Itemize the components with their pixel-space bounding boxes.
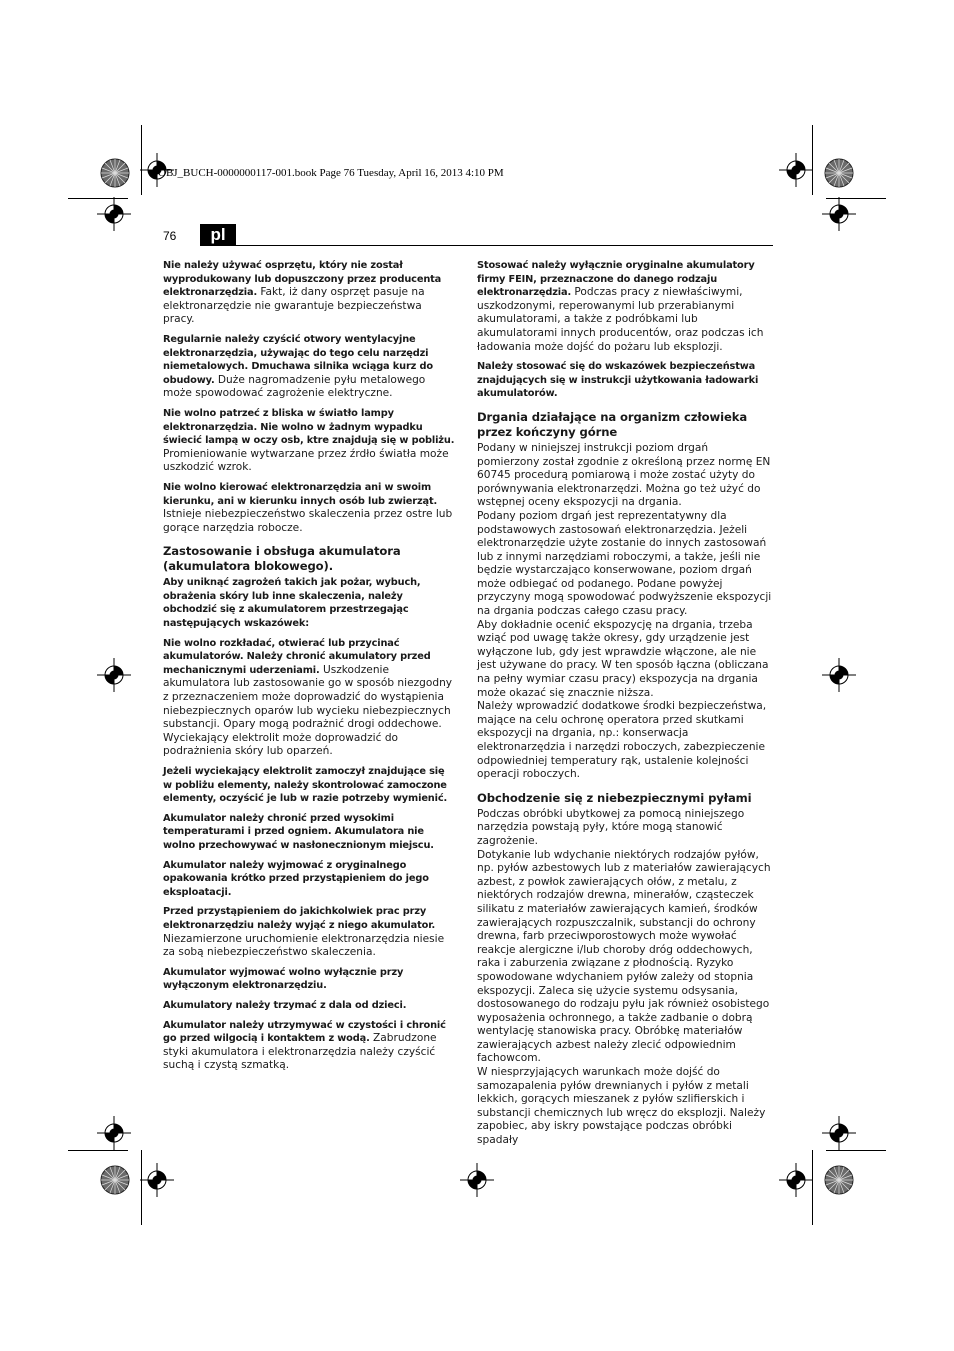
bold-instruction: Nie wolno patrzeć z bliska w światło lampy elektronarzędzia. Nie wolno w żadnym wypadku świecić lampą w oczy osb, ktre znajdują się w pobliżu. <box>163 407 455 447</box>
star-target-mark <box>825 159 853 187</box>
section-heading: Obchodzenie się z niebezpiecznymi pyłami <box>477 790 752 805</box>
registration-mark <box>779 1163 813 1197</box>
page-number: 76 <box>163 229 177 243</box>
body-text: Podany w niniejszej instrukcji poziom drgań pomierzony został zgodnie z określoną przez normę EN 60745 procedurą pomiarową i może zostać użyty do porównywania elektronarzędzi. Można go też użyć do wstępnej oceny ekspozycji na drgania. <box>477 441 771 509</box>
bold-instruction: Należy stosować się do wskazówek bezpieczeństwa znajdujących się w instrukcji użytkowania ładowarki akumulatorów. <box>477 361 759 400</box>
section-heading: Zastosowanie i obsługa akumulatora (akumulatora blokowego). <box>163 544 401 574</box>
registration-mark <box>97 658 131 692</box>
paragraph <box>163 407 455 475</box>
paragraph <box>163 966 455 993</box>
body-text: Fakt, iż dany osprzęt pasuje na elektronarzędzie nie gwarantuje bezpieczeństwa pracy. <box>163 286 425 326</box>
paragraph <box>477 259 773 354</box>
paragraph <box>163 859 455 900</box>
paragraph <box>477 700 773 782</box>
paragraph <box>163 481 455 535</box>
right-column <box>477 259 773 1148</box>
paragraph <box>477 442 773 510</box>
registration-mark <box>822 1116 856 1150</box>
paragraph <box>477 1066 773 1148</box>
paragraph <box>163 259 455 327</box>
paragraph <box>477 808 773 849</box>
paragraph <box>163 1019 455 1073</box>
body-text: Promieniowanie wytwarzane przez źrdło światła może uszkodzić wzrok. <box>163 447 449 474</box>
book-header: OBJ_BUCH-0000000117-001.book Page 76 Tuesday, April 16, 2013 4:10 PM <box>158 167 504 179</box>
registration-mark <box>779 153 813 187</box>
paragraph <box>163 765 455 806</box>
registration-mark <box>460 1163 494 1197</box>
bold-instruction: Akumulator należy wyjmować z oryginalnego opakowania krótko przed przystąpieniem do jego eksploatacji. <box>163 859 429 898</box>
bold-instruction: Jeżeli wyciekający elektrolit zamoczył znajdujące się w pobliżu elementy, należy skontrolować zamoczone elementy, oczyścić je lub w razie potrzeby wymienić. <box>163 766 448 805</box>
registration-mark <box>97 197 131 231</box>
bold-instruction: Stosować należy wyłącznie oryginalne akumulatory firmy FEIN, przeznaczone do danego rodzaju elektronarzędzia. <box>477 260 755 299</box>
paragraph <box>477 510 773 619</box>
bold-instruction: Akumulatory należy trzymać z dala od dzieci. <box>163 999 407 1011</box>
paragraph <box>163 812 455 853</box>
bold-instruction: Akumulator wyjmować wolno wyłącznie przy wyłączonym elektronarzędziu. <box>163 966 404 992</box>
bold-instruction: Nie wolno rozkładać, otwierać lub przycinać akumulatorów. Należy chronić akumulatory przed mechanicznymi uderzeniami. <box>163 637 431 676</box>
paragraph <box>163 637 455 759</box>
star-target-mark <box>101 1166 129 1194</box>
body-text: Podczas obróbki ubytkowej za pomocą niniejszego narzędzia powstają pyły, które mogą stanowić zagrożenie. <box>477 807 745 847</box>
body-text: Aby dokładnie ocenić ekspozycję na drgania, trzeba wziąć pod uwagę także okresy, gdy urządzenie jest wyłączone lub, gdy jest wprawdzie włączone, ale nie jest używane do pracy. W ten sposób łączna (obliczana na pełny wymiar czasu pracy) ekspozycja na drgania może okazać się znacznie niższa. <box>477 618 769 699</box>
registration-mark <box>140 1163 174 1197</box>
body-text: Zabrudzone styki akumulatora i elektronarzędzia należy czyścić suchą i czystą szmatką. <box>163 1032 437 1072</box>
body-text: Duże nagromadzenie pyłu metalowego może spowodować zagrożenie elektryczne. <box>163 373 426 400</box>
paragraph <box>163 576 455 630</box>
body-text: Należy wprowadzić dodatkowe środki bezpieczeństwa, mające na celu ochronę operatora przed skutkami ekspozycji na drgania, np.: konserwacja elektronarzędzia i narzędzi roboczych, zabezpieczenie odpowiedniej temperatury rąk, ustalenie kolejności operacji roboczych. <box>477 700 767 781</box>
body-text: Istnieje niebezpieczeństwo skaleczenia przez ostre lub gorące narzędzia robocze. <box>163 508 453 534</box>
bold-instruction: Aby uniknąć zagrożeń takich jak pożar, wybuch, obrażenia skóry lub inne skaleczenia, należy obchodzić się z akumulatorem przestrzegając następujących wskazówek: <box>163 577 421 630</box>
language-tab: pl <box>200 224 236 246</box>
header-rule <box>236 245 773 246</box>
section-heading: Drgania działające na organizm człowieka przez kończyny górne <box>477 409 748 439</box>
body-text: Podany poziom drgań jest reprezentatywny dla podstawowych zastosowań elektronarzędzia. Jeżeli elektronarzędzie użyte zostanie do innych zastosowań lub z innymi narzędziami roboczymi, a także, jeśli nie będzie wystarczająco konserwowane, poziom drgań może odbiegać od podanego. Podane powyżej przyczyny mogą spowodować podwyższenie ekspozycji na drgania podczas całego czasu pracy. <box>477 509 772 618</box>
bold-instruction: Nie wolno kierować elektronarzędzia ani w swoim kierunku, ani w kierunku innych osób lub zwierząt. <box>163 481 438 507</box>
body-text: Niezamierzone uruchomienie elektronarzędzia niesie za sobą niebezpieczeństwo skaleczenia. <box>163 932 445 959</box>
paragraph <box>163 333 455 401</box>
body-text: Dotykanie lub wdychanie niektórych rodzajów pyłów, np. pyłów azbestowych lub z materiałów zawierających azbest, z powłok zawierających ołów, z metalu, z niektórych rodzajów drewna, minerałów, cząsteczek silikatu z materiałów zawierających kamień, środków zawierających rozpuszczalnik, substancji do ochrony drewna, farb przeciwporostowych może wywołać reakcje alergiczne i/lub choroby dróg oddechowych, raka i zaburzenia związane z płodnością. Ryzyko spowodowane wdychaniem pyłów zależy od stopnia ekspozycji. Zaleca się użycie systemu odsysania, dostosowanego do rodzaju pyłu jak również osobistego wyposażenia ochronnego, a także zadbanie o dobrą wentylację stanowiska pracy. Obróbkę materiałów zawierających azbest należy zlecić odpowiednim fachowcom. <box>477 848 771 1065</box>
paragraph <box>163 905 455 959</box>
body-text: W niesprzyjających warunkach może dojść do samozapalenia pyłów drewnianych i pyłów z metali lekkich, gorących mieszanek z pyłów szlifierskich i substancji chemicznych lub wręcz do eksplozji. Należy zapobiec, aby iskry powstające podczas obróbki spadały <box>477 1066 766 1147</box>
body-text: Uszkodzenie akumulatora lub zastosowanie go w sposób niezgodny z przeznaczeniem może doprowadzić do wystąpienia niebezpiecznych oparów lub wycieku niebezpiecznych substancji. Opary mogą podrażnić drogi oddechowe. Wyciekający elektrolit może doprowadzić do podrażnienia skóry lub oparzeń. <box>163 663 453 758</box>
bold-instruction: Regularnie należy czyścić otwory wentylacyjne elektronarzędzia, używając do tego celu narzędzi niemetalowych. Dmuchawa silnika wciąga kurz do obudowy. <box>163 333 433 386</box>
bold-instruction: Przed przystąpieniem do jakichkolwiek prac przy elektronarzędziu należy wyjąć z niego akumulator. <box>163 906 436 931</box>
paragraph <box>477 360 773 401</box>
paragraph <box>477 619 773 701</box>
paragraph <box>477 849 773 1067</box>
left-column <box>163 259 455 1079</box>
bold-instruction: Akumulator należy utrzymywać w czystości i chronić go przed wilgocią i kontaktem z wodą. <box>163 1019 446 1045</box>
body-text: Podczas pracy z niewłaściwymi, uszkodzonymi, reperowanymi lub przerabianymi akumulatorami, a także z podróbkami lub akumulatorami innych producentów, oraz podczas ich ładowania może dojść do pożaru lub eksplozji. <box>477 286 764 353</box>
registration-mark <box>822 197 856 231</box>
bold-instruction: Akumulator należy chronić przed wysokimi temperaturami i przed ogniem. Akumulatora nie wolno przechowywać w nasłonecznionym miejscu. <box>163 812 434 851</box>
bold-instruction: Nie należy używać osprzętu, który nie został wyprodukowany lub dopuszczony przez producenta elektronarzędzia. <box>163 260 442 299</box>
star-target-mark <box>101 159 129 187</box>
paragraph <box>163 999 455 1013</box>
registration-mark <box>97 1116 131 1150</box>
registration-mark <box>822 658 856 692</box>
star-target-mark <box>825 1166 853 1194</box>
